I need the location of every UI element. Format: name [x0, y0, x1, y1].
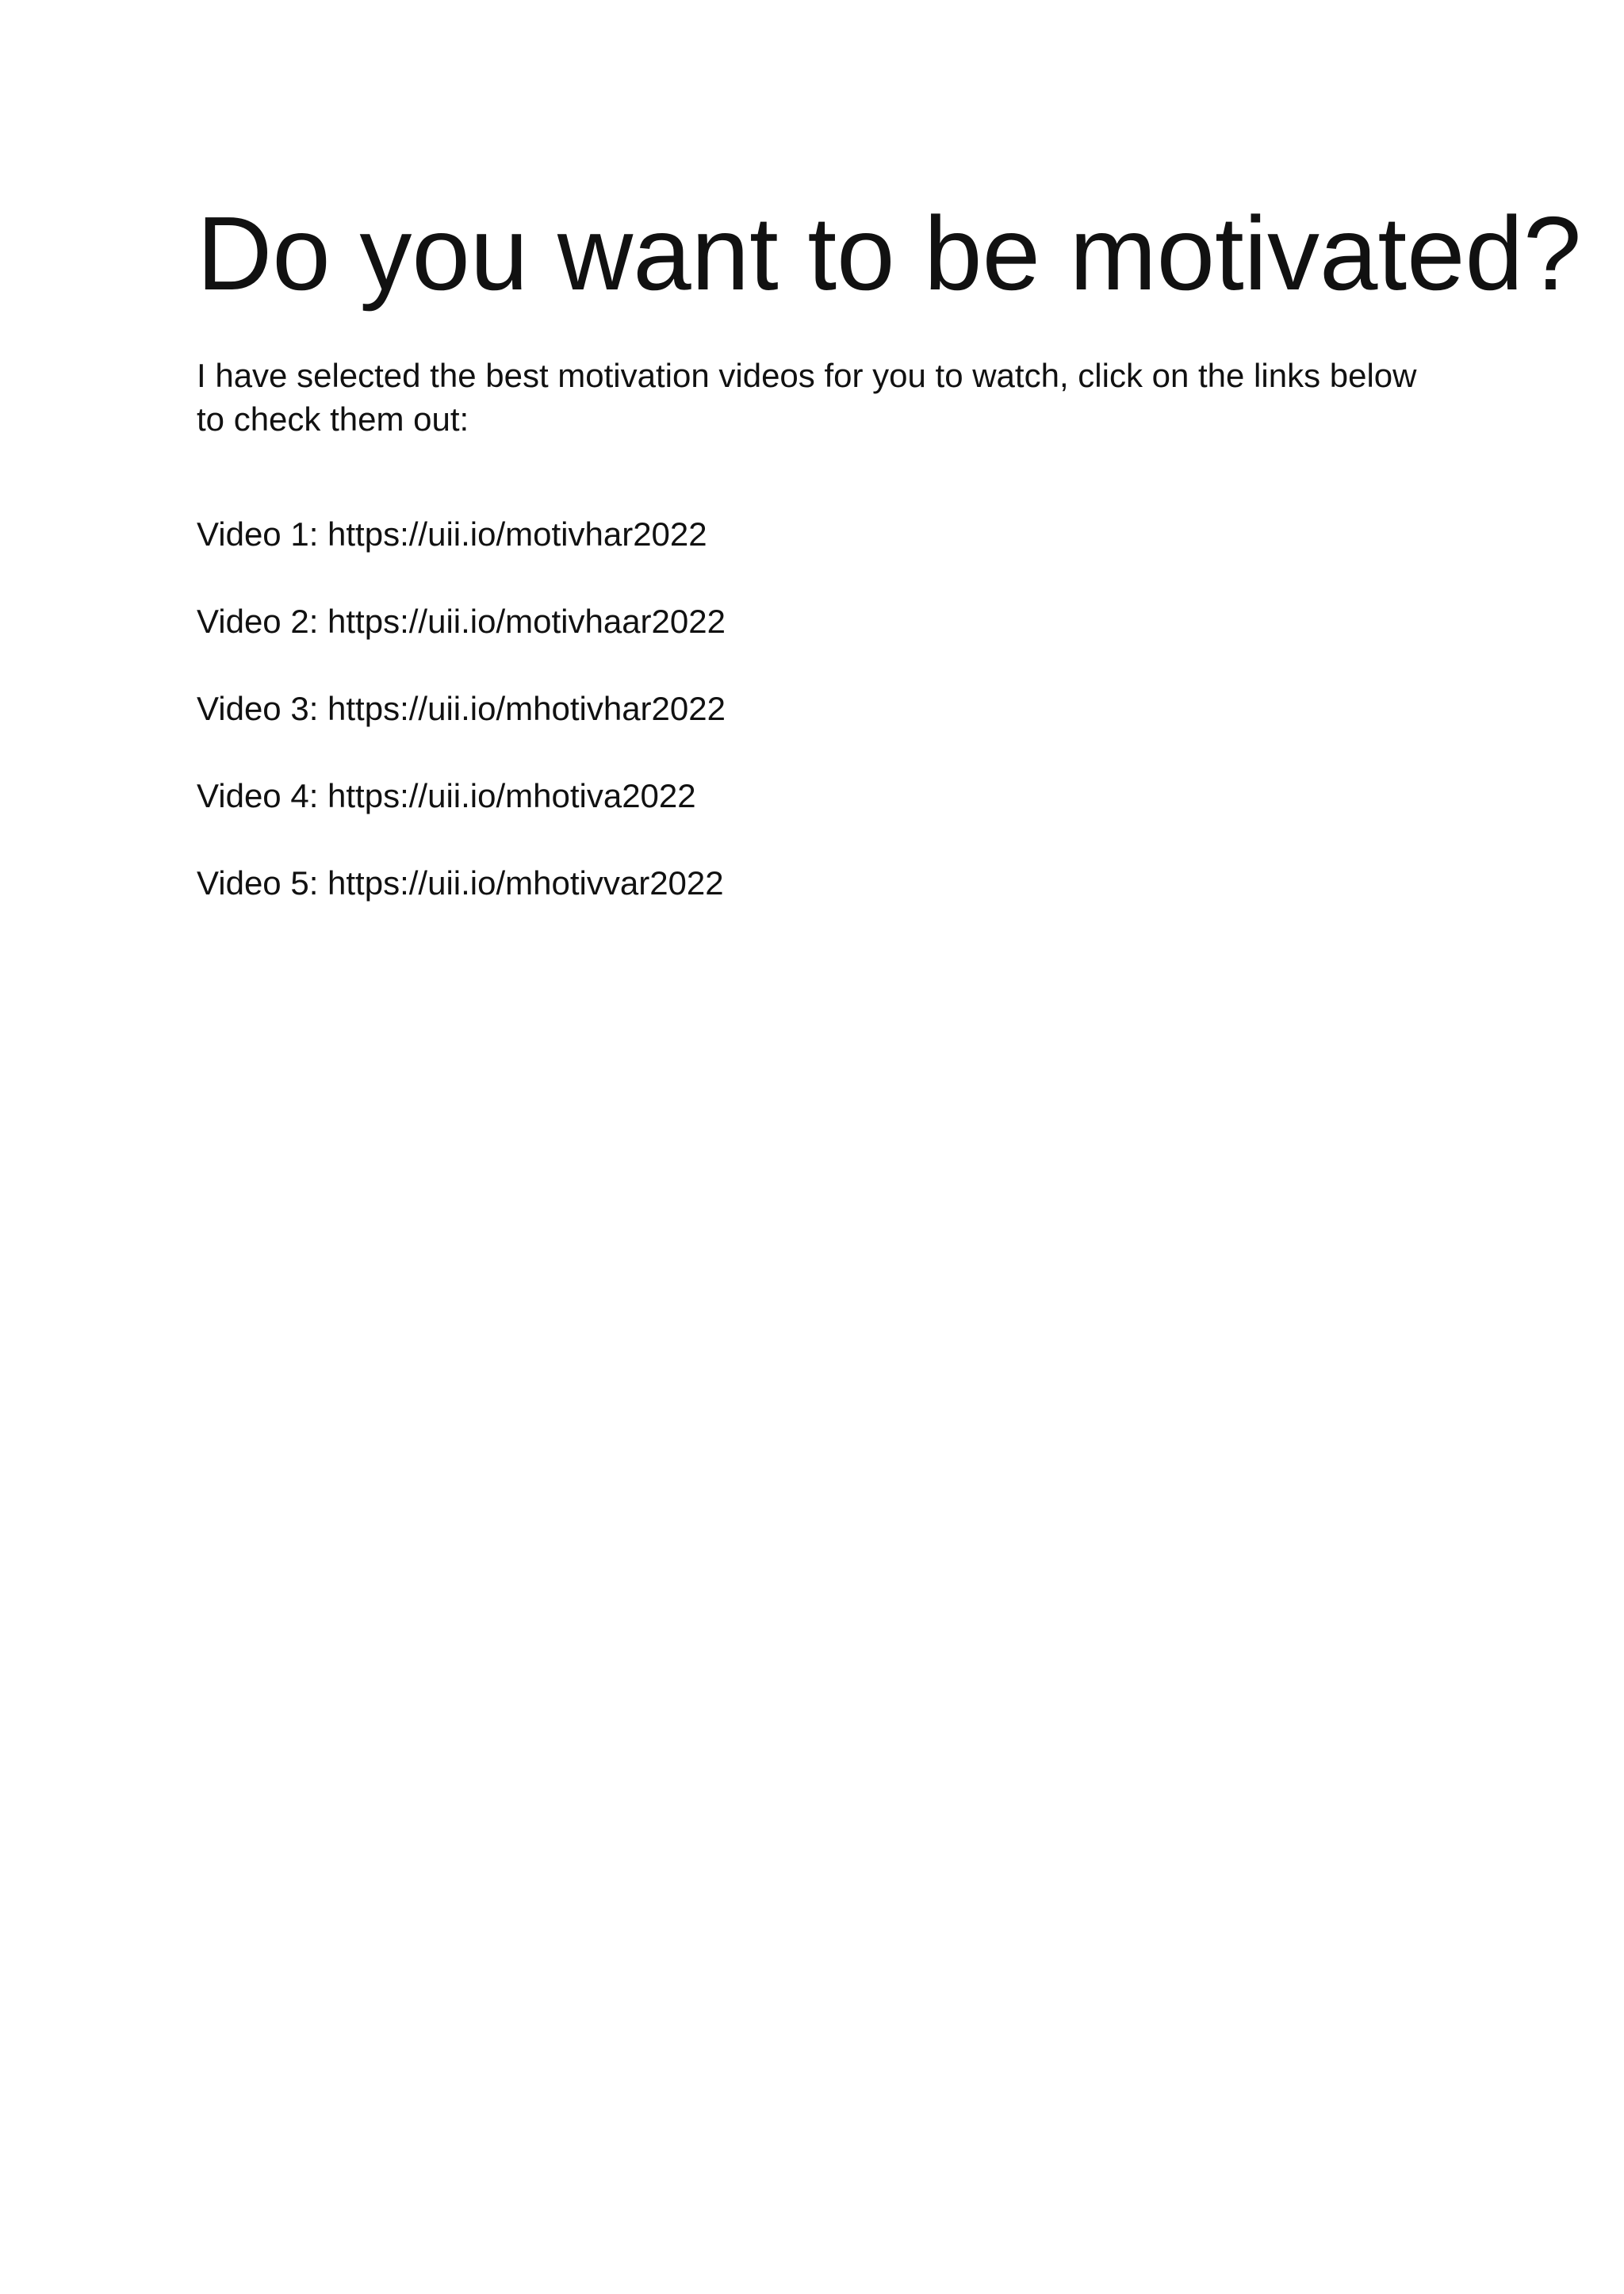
- intro-paragraph: I have selected the best motivation videos for you to watch, click on the links below to check them out:: [197, 357, 1417, 438]
- video-url-link[interactable]: https://uii.io/mhotiva2022: [327, 777, 696, 814]
- video-label: Video 2:: [197, 603, 319, 640]
- video-label: Video 3:: [197, 690, 319, 727]
- video-label: Video 5:: [197, 864, 319, 902]
- video-url-link[interactable]: https://uii.io/motivhar2022: [327, 515, 707, 553]
- document-content: [197, 190, 1582, 948]
- video-label: Video 4:: [197, 777, 319, 814]
- video-link-item: [197, 599, 1434, 643]
- video-url-link[interactable]: https://uii.io/motivhaar2022: [327, 603, 726, 640]
- video-link-item: [197, 861, 1434, 905]
- video-url-link[interactable]: https://uii.io/mhotivvar2022: [327, 864, 724, 902]
- video-label: Video 1:: [197, 515, 319, 553]
- video-links-list: [197, 512, 1434, 905]
- video-link-item: [197, 774, 1434, 818]
- video-url-link[interactable]: https://uii.io/mhotivhar2022: [327, 690, 726, 727]
- video-link-item: [197, 512, 1434, 556]
- video-link-item: [197, 687, 1434, 730]
- page-title: Do you want to be motivated?: [197, 195, 1582, 312]
